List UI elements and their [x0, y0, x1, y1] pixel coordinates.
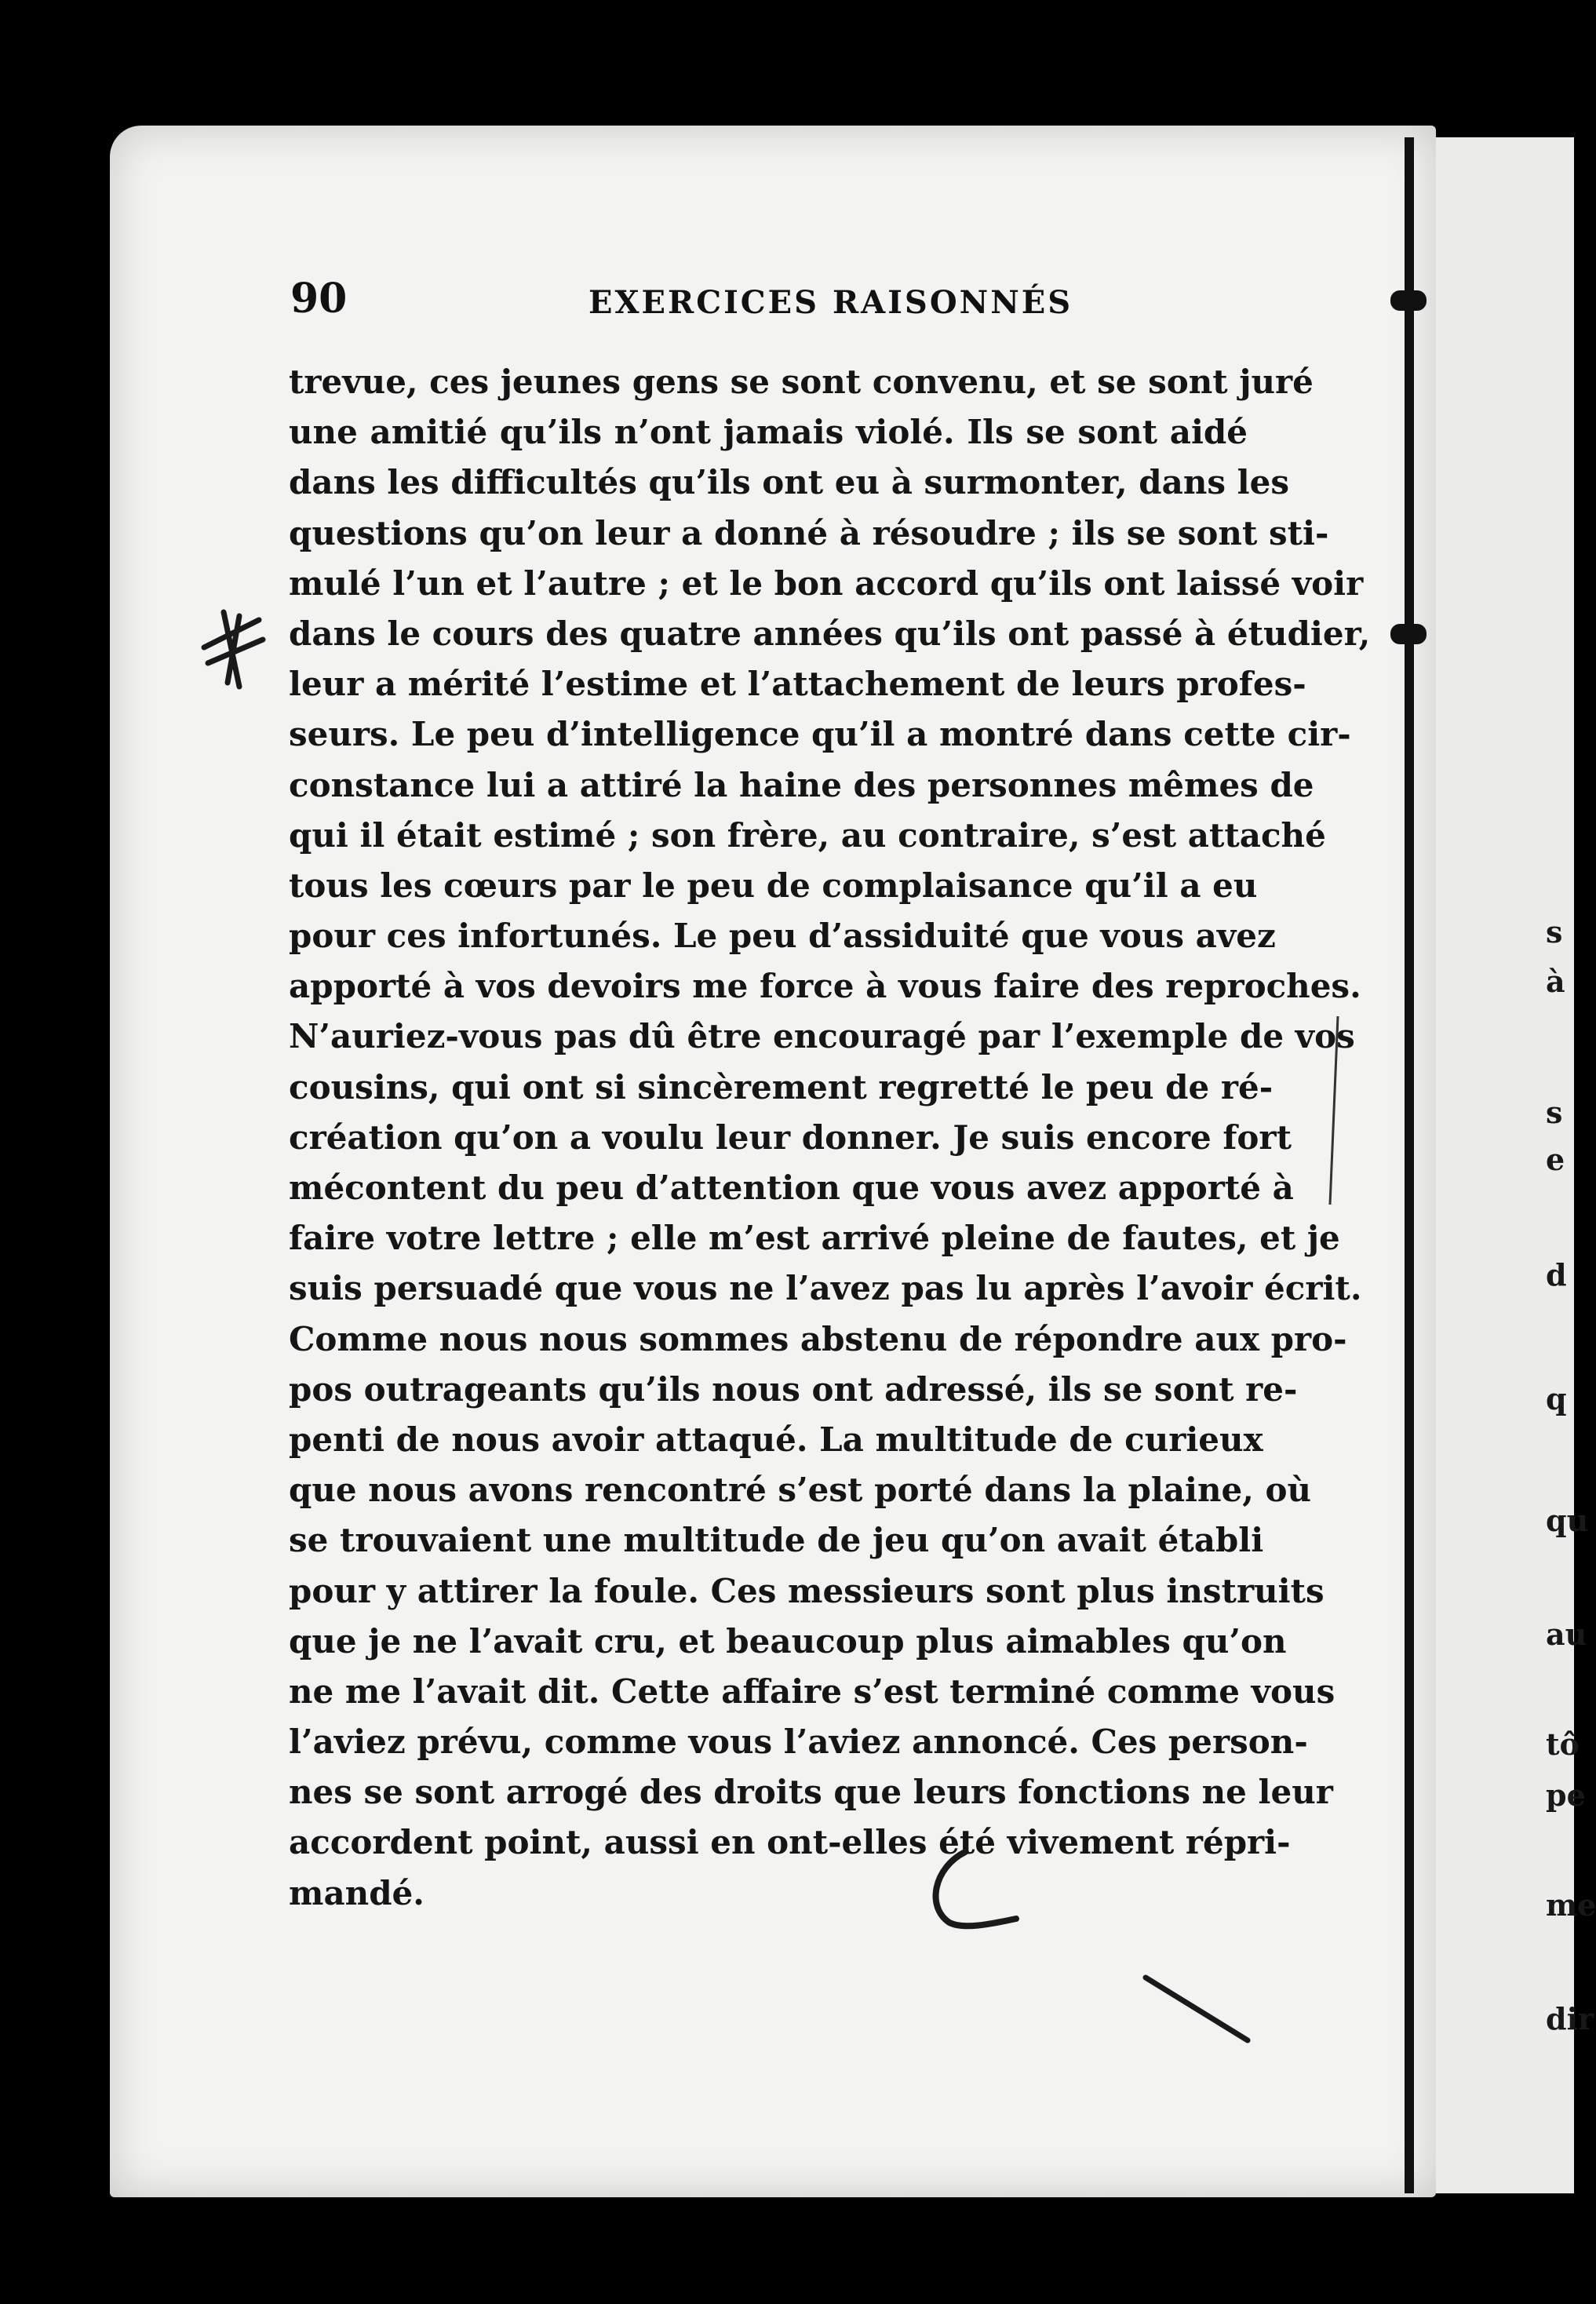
text-line: ne me l’avait dit. Cette affaire s’est terminé comme vous — [289, 1671, 1335, 1711]
text-line: pour ces infortunés. Le peu d’assiduité que vous avez — [289, 917, 1276, 956]
right-page-fragment: au — [1546, 1617, 1587, 1652]
right-page-fragment: e — [1546, 1142, 1565, 1177]
right-page-fragment: s — [1546, 914, 1563, 950]
text-line: suis persuadé que vous ne l’avez pas lu après l’avoir écrit. — [289, 1269, 1362, 1308]
text-line: trevue, ces jeunes gens se sont convenu, et se sont juré — [289, 363, 1314, 401]
handwritten-margin-mark — [196, 604, 267, 691]
body-text — [289, 357, 1371, 1919]
text-line: que je ne l’avait cru, et beaucoup plus aimables qu’on — [289, 1621, 1287, 1661]
pencil-margin-line — [1322, 1012, 1346, 1209]
text-line: que nous avons rencontré s’est porté dans la plaine, où — [289, 1471, 1312, 1510]
right-page-fragment: q — [1546, 1381, 1567, 1416]
right-page-fragment: qu — [1546, 1503, 1589, 1538]
right-page-fragment: à — [1546, 964, 1565, 999]
right-page-fragment: dir — [1546, 2001, 1594, 2036]
text-line: se trouvaient une multitude de jeu qu’on avait établi — [289, 1521, 1264, 1560]
text-line: cousins, qui ont si sincèrement regretté le peu de ré- — [289, 1067, 1274, 1106]
text-line: dans les difficultés qu’ils ont eu à surmonter, dans les — [289, 463, 1289, 502]
spine-mark — [1390, 290, 1427, 311]
text-line: une amitié qu’ils n’ont jamais violé. Ils se sont aidé — [289, 413, 1248, 452]
text-line: mandé. — [289, 1873, 425, 1912]
text-line: questions qu’on leur a donné à résoudre ; ils se sont sti- — [289, 513, 1329, 552]
text-line: qui il était estimé ; son frère, au contraire, s’est attaché — [289, 815, 1326, 855]
text-line: pour y attirer la foule. Ces messieurs sont plus instruits — [289, 1571, 1325, 1610]
text-line: mécontent du peu d’attention que vous avez apporté à — [289, 1168, 1294, 1207]
text-line: penti de nous avoir attaqué. La multitude de curieux — [289, 1420, 1263, 1459]
page-number: 90 — [290, 275, 348, 323]
right-page-fragment: d — [1546, 1257, 1567, 1292]
text-line: création qu’on a voulu leur donner. Je suis encore fort — [289, 1117, 1292, 1157]
text-line: faire votre lettre ; elle m’est arrivé pleine de fautes, et je — [289, 1219, 1340, 1258]
running-head: EXERCICES RAISONNÉS — [588, 284, 1073, 321]
text-line: l’aviez prévu, comme vous l’aviez annoncé. Ces person- — [289, 1723, 1308, 1762]
handwritten-pen-stroke — [1138, 1970, 1255, 2048]
right-page-fragment: tô — [1546, 1726, 1580, 1762]
text-line: pos outrageants qu’ils nous ont adressé, ils se sont re- — [289, 1369, 1298, 1409]
text-line: accordent point, aussi en ont-elles été vivement répri- — [289, 1823, 1291, 1862]
right-page-fragment: pe — [1546, 1777, 1586, 1813]
text-line: dans le cours des quatre années qu’ils ont passé à étudier, — [289, 614, 1371, 653]
text-line: N’auriez-vous pas dû être encouragé par l’exemple de vos — [289, 1017, 1355, 1056]
text-line: nes se sont arrogé des droits que leurs fonctions ne leur — [289, 1773, 1333, 1812]
right-page-fragment: s — [1546, 1095, 1563, 1130]
text-line: constance lui a attiré la haine des personnes mêmes de — [289, 765, 1314, 804]
text-line: tous les cœurs par le peu de complaisance qu’il a eu — [289, 866, 1258, 905]
text-line: leur a mérité l’estime et l’attachement de leurs profes- — [289, 665, 1306, 704]
text-line: seurs. Le peu d’intelligence qu’il a montré dans cette cir- — [289, 715, 1351, 754]
text-line: mulé l’un et l’autre ; et le bon accord qu’ils ont laissé voir — [289, 563, 1364, 603]
handwritten-pen-stroke — [918, 1844, 1028, 1938]
spine-mark — [1390, 624, 1427, 644]
right-page-fragment: me — [1546, 1887, 1596, 1923]
text-line: Comme nous nous sommes abstenu de répondre aux pro- — [289, 1319, 1347, 1358]
text-line: apporté à vos devoirs me force à vous faire des reproches. — [289, 967, 1361, 1006]
book-spine — [1405, 137, 1414, 2193]
